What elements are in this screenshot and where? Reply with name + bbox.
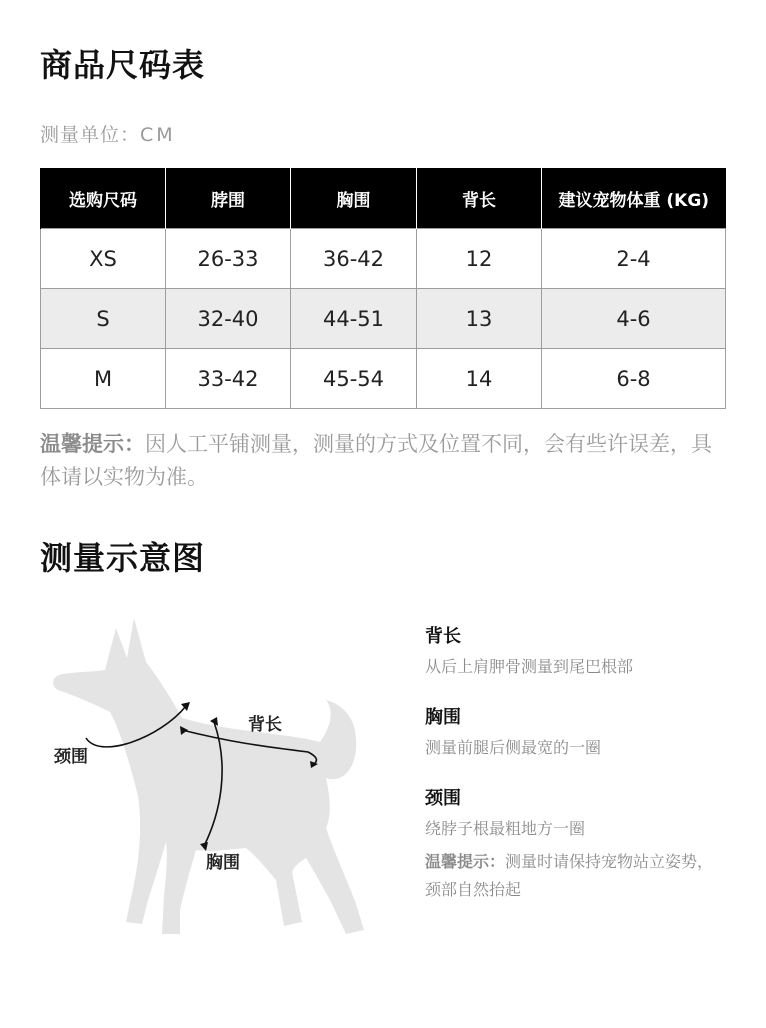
dog-silhouette-icon xyxy=(30,600,410,960)
legend-title: 胸围 xyxy=(425,707,461,728)
dog-measurement-diagram xyxy=(30,600,410,960)
cell-neck: 32-40 xyxy=(166,289,291,349)
header-back: 背长 xyxy=(417,168,542,229)
cell-back: 12 xyxy=(417,229,542,289)
legend-desc: 从后上肩胛骨测量到尾巴根部 xyxy=(425,657,634,676)
cell-back: 13 xyxy=(417,289,542,349)
legend-desc: 测量前腿后侧最宽的一圈 xyxy=(425,738,602,757)
diagram-title: 测量示意图 xyxy=(40,539,206,577)
cell-chest: 44-51 xyxy=(291,289,417,349)
table-header-row xyxy=(41,168,726,229)
cell-weight: 2-4 xyxy=(542,229,726,289)
unit-value: CM xyxy=(140,124,176,146)
cell-weight: 4-6 xyxy=(542,289,726,349)
table-row xyxy=(41,349,726,409)
tip-label: 温馨提示： xyxy=(40,432,145,456)
header-chest: 胸围 xyxy=(291,168,417,229)
cell-size: S xyxy=(41,289,166,349)
cell-weight: 6-8 xyxy=(542,349,726,409)
header-size: 选购尺码 xyxy=(41,168,166,229)
table-row xyxy=(41,289,726,349)
cell-chest: 45-54 xyxy=(291,349,417,409)
tip2-text: 测量时请保持宠物站立姿势，颈部自然抬起 xyxy=(425,852,714,899)
tip-text: 因人工平铺测量，测量的方式及位置不同，会有些许误差，具体请以实物为准。 xyxy=(40,432,712,489)
size-table xyxy=(40,168,726,409)
legend-desc: 绕脖子根最粗地方一圈 xyxy=(425,819,586,838)
cell-size: XS xyxy=(41,229,166,289)
cell-size: M xyxy=(41,349,166,409)
measurement-legend xyxy=(425,622,725,865)
measuring-tip xyxy=(425,848,725,904)
legend-title: 背长 xyxy=(425,626,461,647)
neck-girth-label: 颈围 xyxy=(54,747,88,767)
cell-neck: 33-42 xyxy=(166,349,291,409)
cell-chest: 36-42 xyxy=(291,229,417,289)
cell-neck: 26-33 xyxy=(166,229,291,289)
header-neck: 脖围 xyxy=(166,168,291,229)
size-chart-title: 商品尺码表 xyxy=(40,46,206,84)
back-length-label: 背长 xyxy=(248,715,282,735)
table-row xyxy=(41,229,726,289)
header-weight: 建议宠物体重 (KG) xyxy=(542,168,726,229)
size-tip xyxy=(40,428,730,494)
measurement-unit xyxy=(40,120,176,147)
cell-back: 14 xyxy=(417,349,542,409)
unit-label: 测量单位： xyxy=(40,124,141,146)
legend-title: 颈围 xyxy=(425,788,461,809)
chest-girth-label: 胸围 xyxy=(206,853,240,873)
tip2-label: 温馨提示： xyxy=(425,852,506,871)
